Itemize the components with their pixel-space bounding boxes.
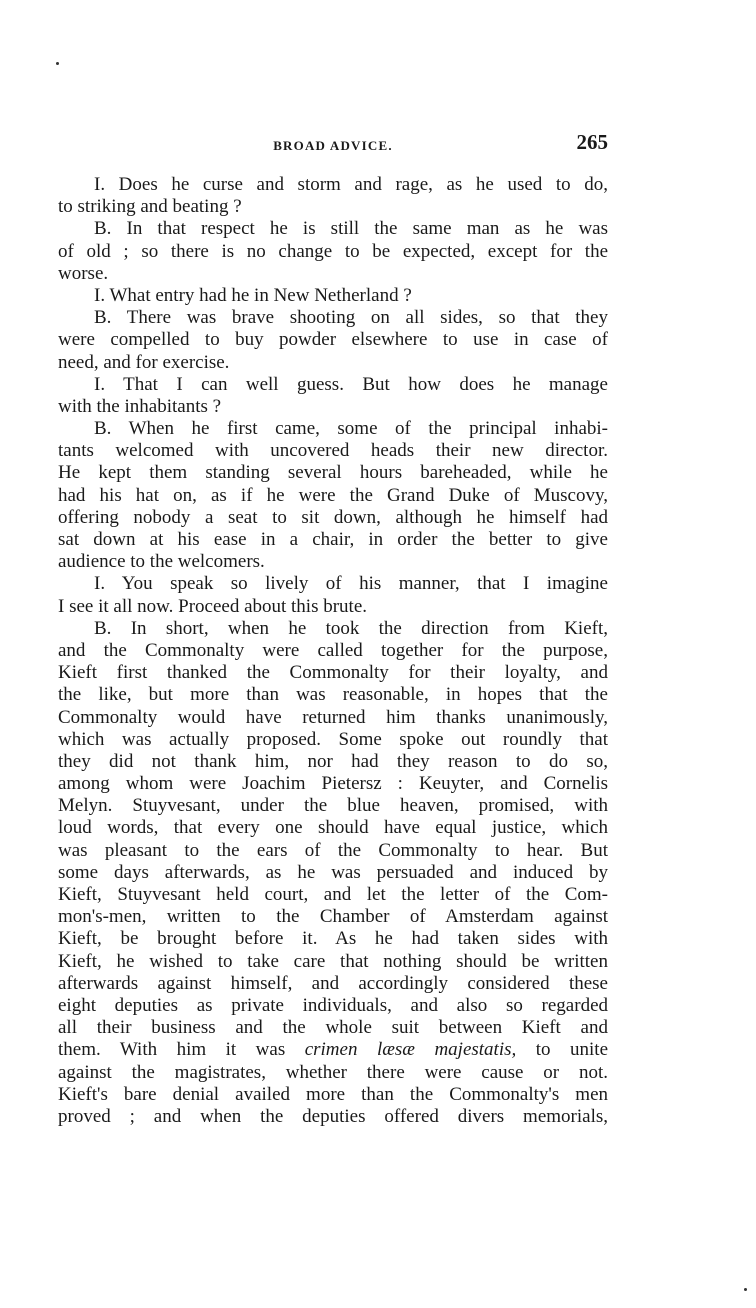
text-line: need, and for exercise.: [58, 351, 230, 373]
text-line: B. There was brave shooting on all sides, so that they: [94, 307, 608, 329]
text-line: worse.: [58, 262, 109, 284]
text-line: Kieft, he wished to take care that nothing should be written: [58, 950, 608, 972]
text-line: was pleasant to the ears of the Commonalty to hear. But: [58, 839, 608, 861]
text-line: were compelled to buy powder elsewhere to use in case of: [58, 329, 608, 351]
text-line: I see it all now. Proceed about this brute.: [58, 595, 368, 617]
text-line: against the magistrates, whether there were cause or not.: [58, 1061, 608, 1083]
body-text: [58, 174, 608, 1128]
latin-phrase: crimen læsæ majestatis,: [304, 1039, 517, 1061]
text-line: all their business and the whole suit between Kieft and: [58, 1017, 608, 1039]
text-line: had his hat on, as if he were the Grand Duke of Muscovy,: [58, 484, 608, 506]
text-line: loud words, that every one should have equal justice, which: [58, 817, 608, 839]
text-line: I. What entry had he in New Netherland ?: [94, 284, 412, 306]
text-line: Kieft, be brought before it. As he had taken sides with: [58, 928, 608, 950]
running-head: BROAD ADVICE.: [273, 138, 393, 153]
text-line: audience to the welcomers.: [58, 551, 265, 573]
text-line: Commonalty would have returned him thanks unanimously,: [58, 706, 608, 728]
text-line: with the inhabitants ?: [58, 395, 222, 417]
text-fragment: them. With him it was: [58, 1039, 286, 1061]
text-fragment: to unite: [535, 1039, 608, 1061]
text-line: B. When he first came, some of the principal inhabi-: [94, 418, 608, 440]
text-line: they did not thank him, nor had they reason to do so,: [58, 750, 608, 772]
text-line: mon's-men, written to the Chamber of Amsterdam against: [58, 906, 608, 928]
text-line: the like, but more than was reasonable, in hopes that the: [58, 684, 608, 706]
text-line: [58, 1039, 608, 1061]
text-line: I. That I can well guess. But how does he manage: [94, 373, 608, 395]
text-line: of old ; so there is no change to be expected, except for the: [58, 240, 608, 262]
text-line: to striking and beating ?: [58, 196, 242, 218]
text-line: B. In that respect he is still the same man as he was: [94, 218, 608, 240]
text-line: offering nobody a seat to sit down, although he himself had: [58, 506, 608, 528]
text-line: among whom were Joachim Pietersz : Keuyter, and Cornelis: [58, 773, 608, 795]
page-number: 265: [576, 130, 608, 154]
print-speck: [744, 1288, 747, 1291]
text-line: I. You speak so lively of his manner, that I imagine: [94, 573, 608, 595]
page-header: [58, 130, 608, 160]
text-line: proved ; and when the deputies offered divers memorials,: [58, 1105, 608, 1127]
text-line: and the Commonalty were called together for the purpose,: [58, 639, 608, 661]
text-line: sat down at his ease in a chair, in order the better to give: [58, 529, 608, 550]
text-line: Kieft, Stuyvesant held court, and let the letter of the Com-: [58, 884, 608, 905]
text-line: which was actually proposed. Some spoke out roundly that: [58, 728, 608, 750]
text-line: some days afterwards, as he was persuaded and induced by: [58, 861, 608, 883]
text-line: Melyn. Stuyvesant, under the blue heaven, promised, with: [58, 795, 608, 817]
text-line: eight deputies as private individuals, and also so regarded: [58, 994, 608, 1016]
text-line: I. Does he curse and storm and rage, as he used to do,: [94, 174, 608, 195]
text-line: B. In short, when he took the direction from Kieft,: [94, 617, 608, 639]
text-line: He kept them standing several hours bareheaded, while he: [58, 462, 608, 484]
text-line: tants welcomed with uncovered heads their new director.: [58, 440, 608, 462]
text-line: Kieft's bare denial availed more than the Commonalty's men: [58, 1083, 608, 1105]
text-line: afterwards against himself, and accordingly considered these: [58, 972, 608, 994]
print-speck: [56, 62, 59, 65]
text-line: Kieft first thanked the Commonalty for their loyalty, and: [58, 662, 608, 684]
